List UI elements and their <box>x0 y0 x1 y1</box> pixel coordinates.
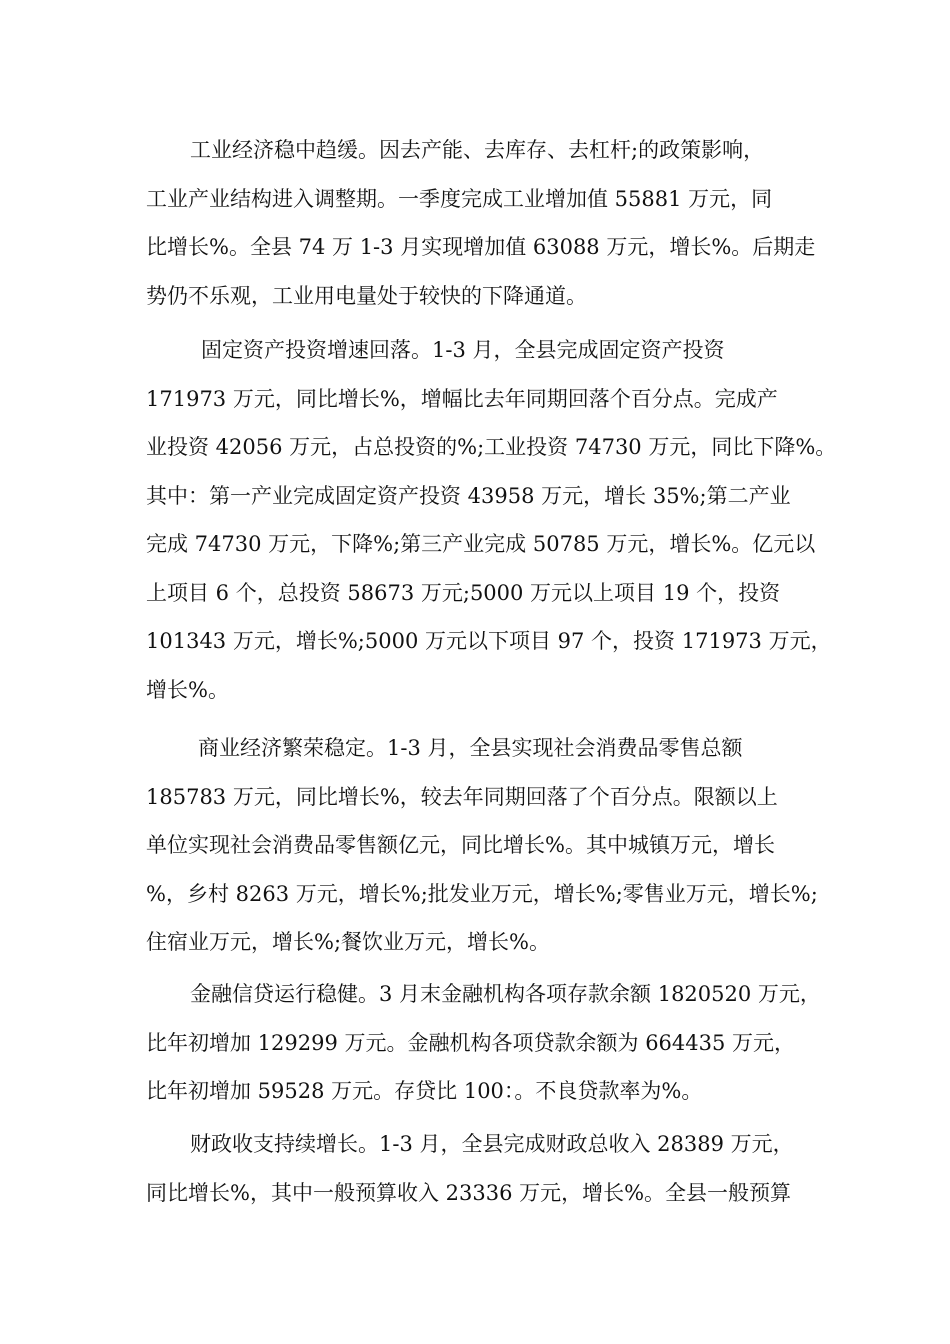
text-line: 171973 万元，同比增长%，增幅比去年同期回落个百分点。完成产 <box>146 386 778 411</box>
text-line: 工业产业结构进入调整期。一季度完成工业增加值 55881 万元，同 <box>146 186 773 211</box>
text-line: 单位实现社会消费品零售额亿元，同比增长%。其中城镇万元，增长 <box>146 833 775 857</box>
text-line: 增长%。 <box>146 677 229 702</box>
text-line: 财政收支持续增长。1-3 月，全县完成财政总收入 28389 万元， <box>190 1132 794 1156</box>
text-line: 同比增长%，其中一般预算收入 23336 万元，增长%。全县一般预算 <box>146 1180 792 1205</box>
text-line: 完成 74730 万元，下降%;第三产业完成 50785 万元，增长%。亿元以 <box>146 532 816 556</box>
text-line: 工业经济稳中趋缓。因去产能、去库存、去杠杆;的政策影响， <box>190 138 765 162</box>
paragraph-fixed-asset-investment <box>146 326 836 714</box>
text-line: 其中：第一产业完成固定资产投资 43958 万元，增长 35%;第二产业 <box>146 483 791 508</box>
paragraph-industrial-economy <box>146 126 815 320</box>
text-line: 185783 万元，同比增长%，较去年同期回落了个百分点。限额以上 <box>146 784 778 809</box>
text-line: %，乡村 8263 万元，增长%;批发业万元，增长%;零售业万元，增长%; <box>146 881 818 906</box>
text-line: 比年初增加 59528 万元。存贷比 100：。不良贷款率为%。 <box>146 1079 703 1103</box>
text-line: 业投资 42056 万元，占总投资的%;工业投资 74730 万元，同比下降%。 <box>146 435 837 459</box>
text-line: 势仍不乐观，工业用电量处于较快的下降通道。 <box>146 283 587 308</box>
text-line: 金融信贷运行稳健。3 月末金融机构各项存款余额 1820520 万元， <box>190 982 821 1006</box>
paragraph-fiscal-revenue <box>146 1120 794 1217</box>
paragraph-financial-credit <box>146 970 821 1116</box>
text-line: 比增长%。全县 74 万 1-3 月实现增加值 63088 万元，增长%。后期走 <box>146 235 816 259</box>
paragraph-commercial-economy <box>146 724 818 967</box>
text-line: 上项目 6 个，总投资 58673 万元;5000 万元以上项目 19 个，投资 <box>146 580 781 605</box>
text-line: 住宿业万元，增长%;餐饮业万元，增长%。 <box>146 930 550 954</box>
text-line: 固定资产投资增速回落。1-3 月，全县完成固定资产投资 <box>201 338 725 362</box>
text-line: 商业经济繁荣稳定。1-3 月，全县实现社会消费品零售总额 <box>198 736 743 760</box>
text-line: 比年初增加 129299 万元。金融机构各项贷款余额为 664435 万元， <box>146 1030 796 1055</box>
text-line: 101343 万元，增长%;5000 万元以下项目 97 个，投资 171973 万元， <box>146 629 832 653</box>
